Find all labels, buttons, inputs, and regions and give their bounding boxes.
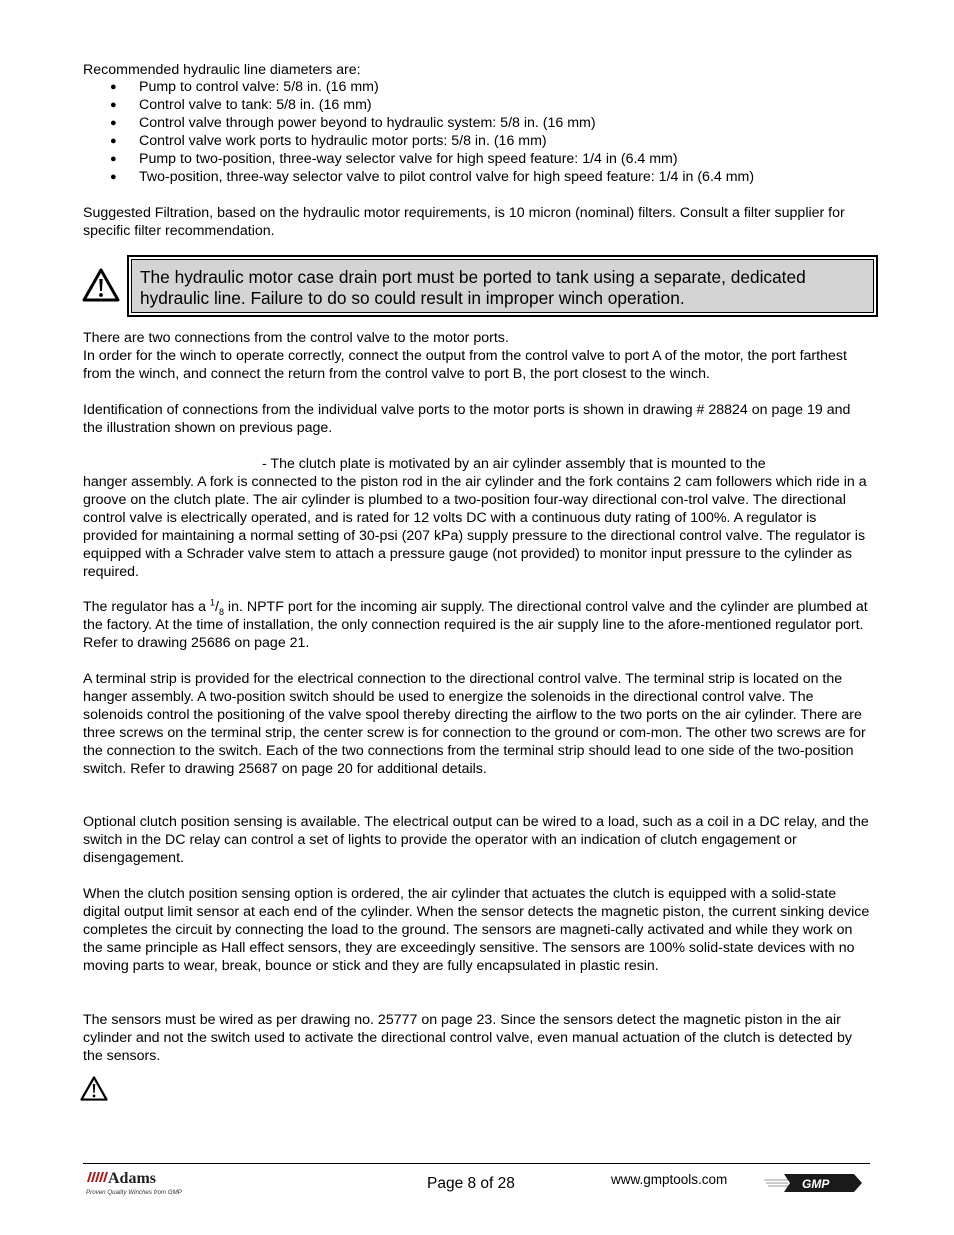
footer-divider — [83, 1163, 870, 1164]
identification-paragraph: Identification of connections from the individual valve ports to the motor ports is shown in drawing # 28824 on page 19 and the illustration shown on previous page. — [83, 402, 851, 436]
line-diameter-list — [110, 78, 754, 186]
list-item: ● Pump to control valve: 5/8 in. (16 mm) — [110, 78, 754, 96]
connections-paragraph-1: There are two connections from the control valve to the motor ports. — [83, 330, 509, 346]
list-item: ● Two-position, three-way selector valve to pilot control valve for high speed feature: 1/4 in (6.4 mm) — [110, 168, 754, 186]
warning-text: The hydraulic motor case drain port must be ported to tank using a separate, dedicated hydraulic line. Failure to do so could result in improper winch operation. — [131, 259, 874, 313]
sensing-paragraph-2: When the clutch position sensing option is ordered, the air cylinder that actuates the clutch is equipped with a solid-state digital output limit sensor at each end of the cylinder. When the sensor detects the magnetic piston, the current sinking device completes the circuit by connecting the load to the ground. The sensors are magneti-cally activated and while they work on the same principle as Hall effect sensors, they are exceedingly sensitive. The sensors are 100% solid-state devices with no moving parts to wear, break, bounce or stick and they are fully encapsulated in plastic resin. — [83, 886, 870, 974]
terminal-strip-paragraph: A terminal strip is provided for the electrical connection to the directional control valve. The terminal strip is located on the hanger assembly. A two-position switch should be used to energize the solenoids in the directional control valve. The solenoids control the positioning of the valve spool thereby directing the airflow to the two ports on the air cylinder. There are three screws on the terminal strip, the center screw is for connection to the ground or com-mon. The other two screws are for the connection to the switch. Each of the two connections from the terminal strip should lead to one side of the two-position switch. Refer to drawing 25687 on page 20 for additional details. — [83, 671, 866, 777]
regulator-text-start: The regulator has a — [83, 599, 210, 615]
fraction-slash: / — [215, 599, 219, 615]
adams-wordmark: Adams — [108, 1170, 157, 1187]
gmp-wordmark: GMP — [802, 1177, 830, 1191]
gmp-logo — [764, 1170, 864, 1203]
clutch-body: hanger assembly. A fork is connected to the piston rod in the air cylinder and the fork contains 2 cam followers which ride in a groove on the clutch plate. The air cylinder is plumbed to a two-position four-way directional con-trol valve. The directional control valve is electrically operated, and is rated for 12 volts DC with a continuous duty rating of 100%. A regulator is provided for maintaining a normal setting of 30-psi (207 kPa) supply pressure to the directional control valve. The regulator is equipped with a Schrader valve stem to attach a pressure gauge (not provided) to monitor input pressure to the cylinder as required. — [83, 474, 867, 580]
connections-paragraph-2: In order for the winch to operate correctly, connect the output from the control valve to port A of the motor, the port farthest from the winch, and connect the return from the control valve to port B, the port closest to the winch. — [83, 348, 847, 382]
adams-tagline: Proven Quality Winches from GMP — [86, 1189, 182, 1196]
sensing-paragraph-1: Optional clutch position sensing is available. The electrical output can be wired to a load, such as a coil in a DC relay, and the switch in the DC relay can control a set of lights to provide the operator with an indication of clutch engagement or disengagement. — [83, 814, 869, 866]
list-item: ● Pump to two-position, three-way selector valve for high speed feature: 1/4 in (6.4 mm) — [110, 150, 754, 168]
filtration-paragraph: Suggested Filtration, based on the hydraulic motor requirements, is 10 micron (nominal) filters. Consult a filter supplier for specific filter recommendation. — [83, 205, 845, 239]
list-item: ● Control valve work ports to hydraulic motor ports: 5/8 in. (16 mm) — [110, 132, 754, 150]
regulator-paragraph — [83, 598, 873, 652]
list-item: ● Control valve through power beyond to hydraulic system: 5/8 in. (16 mm) — [110, 114, 754, 132]
list-item: ● Control valve to tank: 5/8 in. (16 mm) — [110, 96, 754, 114]
intro-text: Recommended hydraulic line diameters are: — [83, 62, 361, 78]
fraction-denominator: 8 — [218, 606, 224, 617]
fraction-numerator: 1 — [209, 597, 215, 608]
warning-icon — [82, 268, 120, 307]
website-url: www.gmptools.com — [611, 1172, 728, 1187]
warning-box — [127, 255, 878, 317]
regulator-text-end: in. NPTF port for the incoming air supply. The directional control valve and the cylinder are plumbed at the factory. At the time of installation, the only connection required is the air supply line to the afore-mentioned regulator port. Refer to drawing 25686 on page 21. — [83, 599, 868, 651]
clutch-paragraph — [83, 455, 873, 581]
page-number: Page 8 of 28 — [427, 1175, 515, 1192]
adams-logo — [85, 1168, 185, 1203]
clutch-first-line: - The clutch plate is motivated by an air cylinder assembly that is mounted to the — [262, 456, 766, 472]
sensing-paragraph-3: The sensors must be wired as per drawing no. 25777 on page 23. Since the sensors detect the magnetic piston in the air cylinder and not the switch used to activate the directional control valve, even manual actuation of the clutch is detected by the sensors. — [83, 1012, 852, 1064]
warning-icon — [80, 1075, 108, 1107]
